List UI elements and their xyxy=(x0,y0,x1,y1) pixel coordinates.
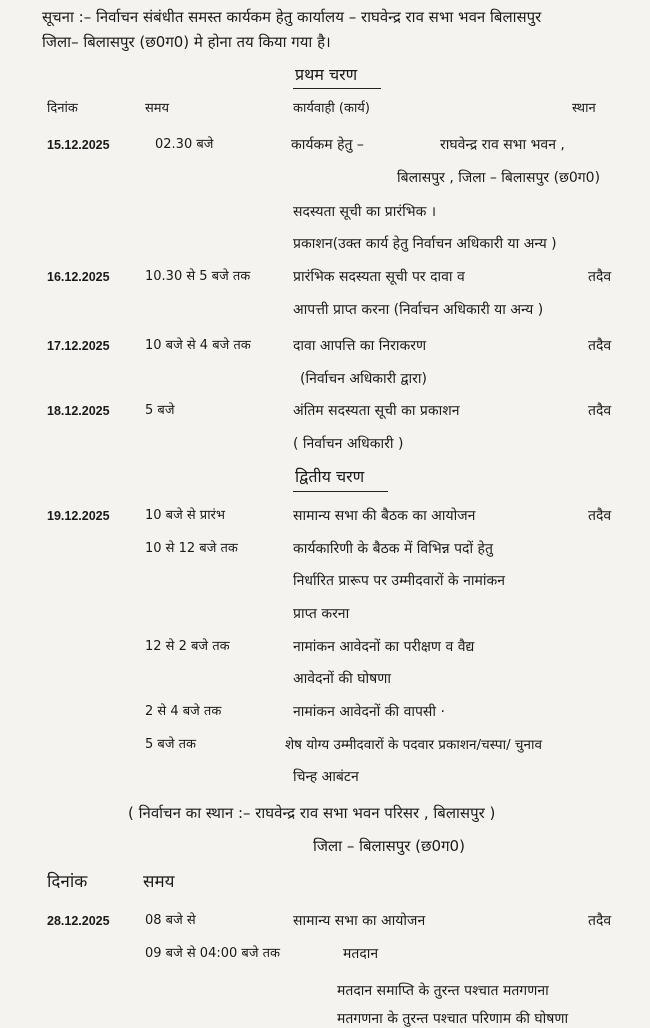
row-1-place-1: राघवेन्द्र राव सभा भवन , xyxy=(440,137,565,153)
row-6-time: 10 से 12 बजे तक xyxy=(145,541,238,556)
row-1-action-2: सदस्यता सूची का प्रारंभिक । xyxy=(293,204,437,220)
column-header-action: कार्यवाही (कार्य) xyxy=(293,101,370,116)
row-7-action-2: आवेदनों की घोषणा xyxy=(293,671,391,687)
phase-1-underline xyxy=(293,88,381,89)
row-4-date: 18.12.2025 xyxy=(47,404,110,418)
phase-1-heading: प्रथम चरण xyxy=(295,65,358,84)
row-2-action-2: आपत्ती प्राप्त करना (निर्वाचन अधिकारी या अन्य ) xyxy=(293,302,544,318)
phase-2-underline xyxy=(293,491,388,492)
row-5-place: तदैव xyxy=(588,508,612,524)
column-header-date-2: दिनांक xyxy=(47,872,88,892)
row-2-place: तदैव xyxy=(588,269,612,285)
row-4-action-1: अंतिम सदस्यता सूची का प्रकाशन xyxy=(293,403,460,419)
row-6-action-2: निर्धारित प्रारूप पर उम्मीदवारों के नामांकन xyxy=(293,573,506,589)
row-11-action-2: मतदान समाप्ति के तुरन्त पश्चात मतगणना xyxy=(337,983,549,999)
notice-line-2: जिला– बिलासपुर (छ0ग0) मे होना तय किया गया है। xyxy=(42,33,331,51)
row-7-time: 12 से 2 बजे तक xyxy=(145,639,230,654)
row-5-action-1: सामान्य सभा की बैठक का आयोजन xyxy=(293,508,476,524)
column-header-time-2: समय xyxy=(143,872,175,892)
row-8-action-1: नामांकन आवेदनों की वापसी · xyxy=(293,704,445,720)
row-5-date: 19.12.2025 xyxy=(47,509,110,523)
row-11-action-3: मतगणना के तुरन्त पश्चात परिणाम की घोषणा xyxy=(337,1011,569,1027)
row-9-action-1: शेष योग्य उम्मीदवारों के पदवार प्रकाशन/चस्पा/ चुनाव xyxy=(285,737,542,753)
row-4-action-2: ( निर्वाचन अधिकारी ) xyxy=(293,436,404,452)
row-10-date: 28.12.2025 xyxy=(47,914,110,928)
row-1-action-1: कार्यकम हेतु – xyxy=(291,137,364,153)
row-5-time: 10 बजे से प्रारंभ xyxy=(145,508,226,523)
notice-line-1: सूचना :– निर्वाचन संबंधीत समस्त कार्यकम हेतु कार्यालय – राघवेन्द्र राव सभा भवन बिलासपुर xyxy=(42,8,542,26)
row-3-action-2: (निर्वाचन अधिकारी द्वारा) xyxy=(300,371,427,387)
row-11-action-1: मतदान xyxy=(343,946,379,962)
row-1-place-2: बिलासपुर , जिला – बिलासपुर (छ0ग0) xyxy=(397,170,601,186)
row-3-time: 10 बजे से 4 बजे तक xyxy=(145,338,251,353)
row-2-action-1: प्रारंभिक सदस्यता सूची पर दावा व xyxy=(293,269,465,285)
row-4-time: 5 बजे xyxy=(145,403,175,418)
column-header-place: स्थान xyxy=(572,101,596,116)
row-6-action-1: कार्यकारिणी के बैठक में विभिन्न पदों हेतु xyxy=(293,541,493,557)
phase-2-heading: द्वितीय चरण xyxy=(295,467,365,486)
row-10-action-1: सामान्य सभा का आयोजन xyxy=(293,913,426,929)
row-11-time: 09 बजे से 04:00 बजे तक xyxy=(145,946,280,961)
row-10-place: तदैव xyxy=(588,913,612,929)
row-10-time: 08 बजे से xyxy=(145,913,196,928)
row-1-date: 15.12.2025 xyxy=(47,138,110,152)
row-8-time: 2 से 4 बजे तक xyxy=(145,704,222,719)
row-2-time: 10.30 से 5 बजे तक xyxy=(145,269,251,284)
row-9-action-2: चिन्ह आबंटन xyxy=(293,769,359,785)
row-6-action-3: प्राप्त करना xyxy=(293,606,350,622)
row-9-time: 5 बजे तक xyxy=(145,737,196,752)
venue-line-1: ( निर्वाचन का स्थान :– राघवेन्द्र राव सभा भवन परिसर , बिलासपुर ) xyxy=(128,804,496,822)
row-3-place: तदैव xyxy=(588,338,612,354)
row-1-action-3: प्रकाशन(उक्त कार्य हेतु निर्वाचन अधिकारी या अन्य ) xyxy=(293,236,557,252)
column-header-time: समय xyxy=(145,101,170,116)
column-header-date: दिनांक xyxy=(47,101,78,116)
row-4-place: तदैव xyxy=(588,403,612,419)
row-7-action-1: नामांकन आवेदनों का परीक्षण व वैद्य xyxy=(293,639,475,655)
row-3-action-1: दावा आपत्ति का निराकरण xyxy=(293,338,427,354)
venue-line-2: जिला – बिलासपुर (छ0ग0) xyxy=(313,837,465,855)
row-2-date: 16.12.2025 xyxy=(47,270,110,284)
row-3-date: 17.12.2025 xyxy=(47,339,110,353)
row-1-time: 02.30 बजे xyxy=(155,137,214,152)
